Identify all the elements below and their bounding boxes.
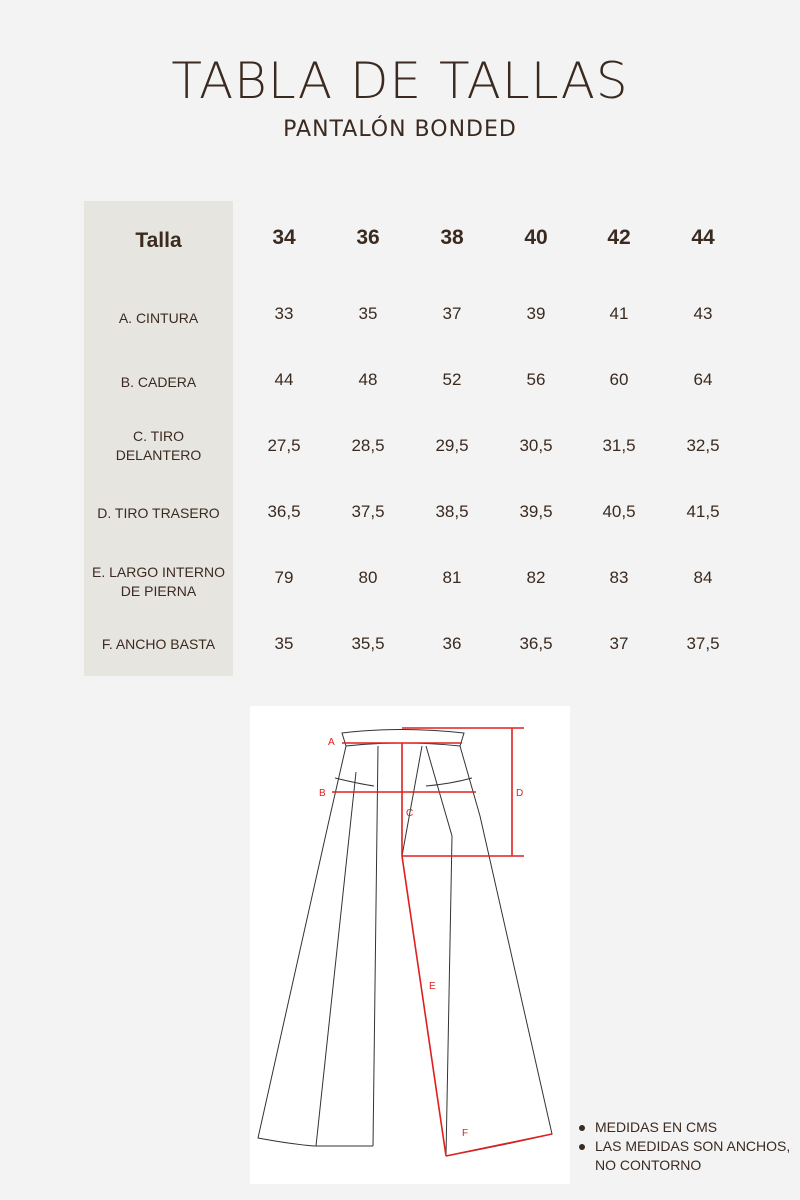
size-header-44: 44 [691, 226, 715, 249]
size-header-label: Talla [135, 229, 182, 252]
table-cell: 36,5 [519, 634, 553, 653]
size-header-34: 34 [272, 226, 296, 249]
right-crease [426, 746, 452, 1156]
measurement-labels [319, 737, 523, 1139]
row-label-largo-interno: E. LARGO INTERNO DE PIERNA [91, 564, 226, 599]
size-header-42: 42 [607, 226, 631, 249]
table-cell: 33 [274, 304, 294, 323]
table-cell: 56 [526, 370, 546, 389]
right-leg-outline [446, 746, 552, 1156]
notes-list [577, 1118, 797, 1175]
table-cell: 37,5 [351, 502, 385, 521]
label-d: D [516, 788, 524, 799]
note-item: MEDIDAS EN CMS [577, 1118, 797, 1137]
table-cell: 38,5 [435, 502, 469, 521]
row-label-tiro-trasero: D. TIRO TRASERO [97, 505, 220, 521]
note-item: LAS MEDIDAS SON ANCHOS, NO CONTORNO [577, 1137, 797, 1175]
label-a: A [328, 737, 335, 748]
table-cell: 84 [693, 568, 713, 587]
table-cell: 80 [358, 568, 378, 587]
table-cell: 35,5 [351, 634, 385, 653]
table-cell: 81 [442, 568, 462, 587]
right-pocket-line [426, 778, 472, 786]
crotch-seam [402, 746, 422, 856]
size-header-36: 36 [356, 226, 380, 249]
row-label-cintura: A. CINTURA [118, 310, 199, 326]
pants-measurement-diagram [250, 706, 570, 1184]
left-leg-crease [316, 772, 356, 1146]
row-label-cadera: B. CADERA [120, 374, 197, 390]
page-title: TABLA DE TALLAS [171, 52, 629, 110]
row-label-ancho-basta: F. ANCHO BASTA [101, 636, 216, 652]
table-cell: 41,5 [686, 502, 720, 521]
left-leg-inner-seam [373, 746, 378, 1146]
size-header-40: 40 [524, 226, 548, 249]
table-cell: 41 [609, 304, 629, 323]
table-cell: 40,5 [602, 502, 636, 521]
table-cell: 30,5 [519, 436, 553, 455]
table-cell: 39 [526, 304, 546, 323]
table-cell: 31,5 [602, 436, 636, 455]
label-c: C [406, 808, 414, 819]
table-cell: 39,5 [519, 502, 553, 521]
table-cell: 28,5 [351, 436, 385, 455]
pants-illustration [250, 706, 570, 1184]
label-f: F [462, 1128, 469, 1139]
table-cell: 43 [693, 304, 713, 323]
row-label-tiro-delantero: C. TIRO DELANTERO [115, 428, 202, 463]
table-cell: 37 [442, 304, 462, 323]
table-cell: 83 [609, 568, 629, 587]
table-cell: 32,5 [686, 436, 720, 455]
table-cell: 35 [358, 304, 378, 323]
left-leg-outline [258, 746, 373, 1146]
table-cell: 37,5 [686, 634, 720, 653]
table-cell: 29,5 [435, 436, 469, 455]
measure-line-e [402, 856, 446, 1156]
table-cell: 44 [274, 370, 294, 389]
label-e: E [429, 981, 436, 992]
table-cell: 36,5 [267, 502, 301, 521]
label-b: B [319, 788, 326, 799]
table-cell: 48 [358, 370, 378, 389]
table-cell: 36 [442, 634, 462, 653]
table-cell: 79 [274, 568, 294, 587]
table-cell: 82 [526, 568, 546, 587]
size-header-38: 38 [440, 226, 464, 249]
table-cell: 35 [274, 634, 294, 653]
table-cell: 27,5 [267, 436, 301, 455]
table-cell: 64 [693, 370, 713, 389]
table-cell: 52 [442, 370, 462, 389]
page-subtitle: PANTALÓN BONDED [283, 117, 517, 142]
table-cell: 37 [609, 634, 629, 653]
table-cell: 60 [609, 370, 629, 389]
